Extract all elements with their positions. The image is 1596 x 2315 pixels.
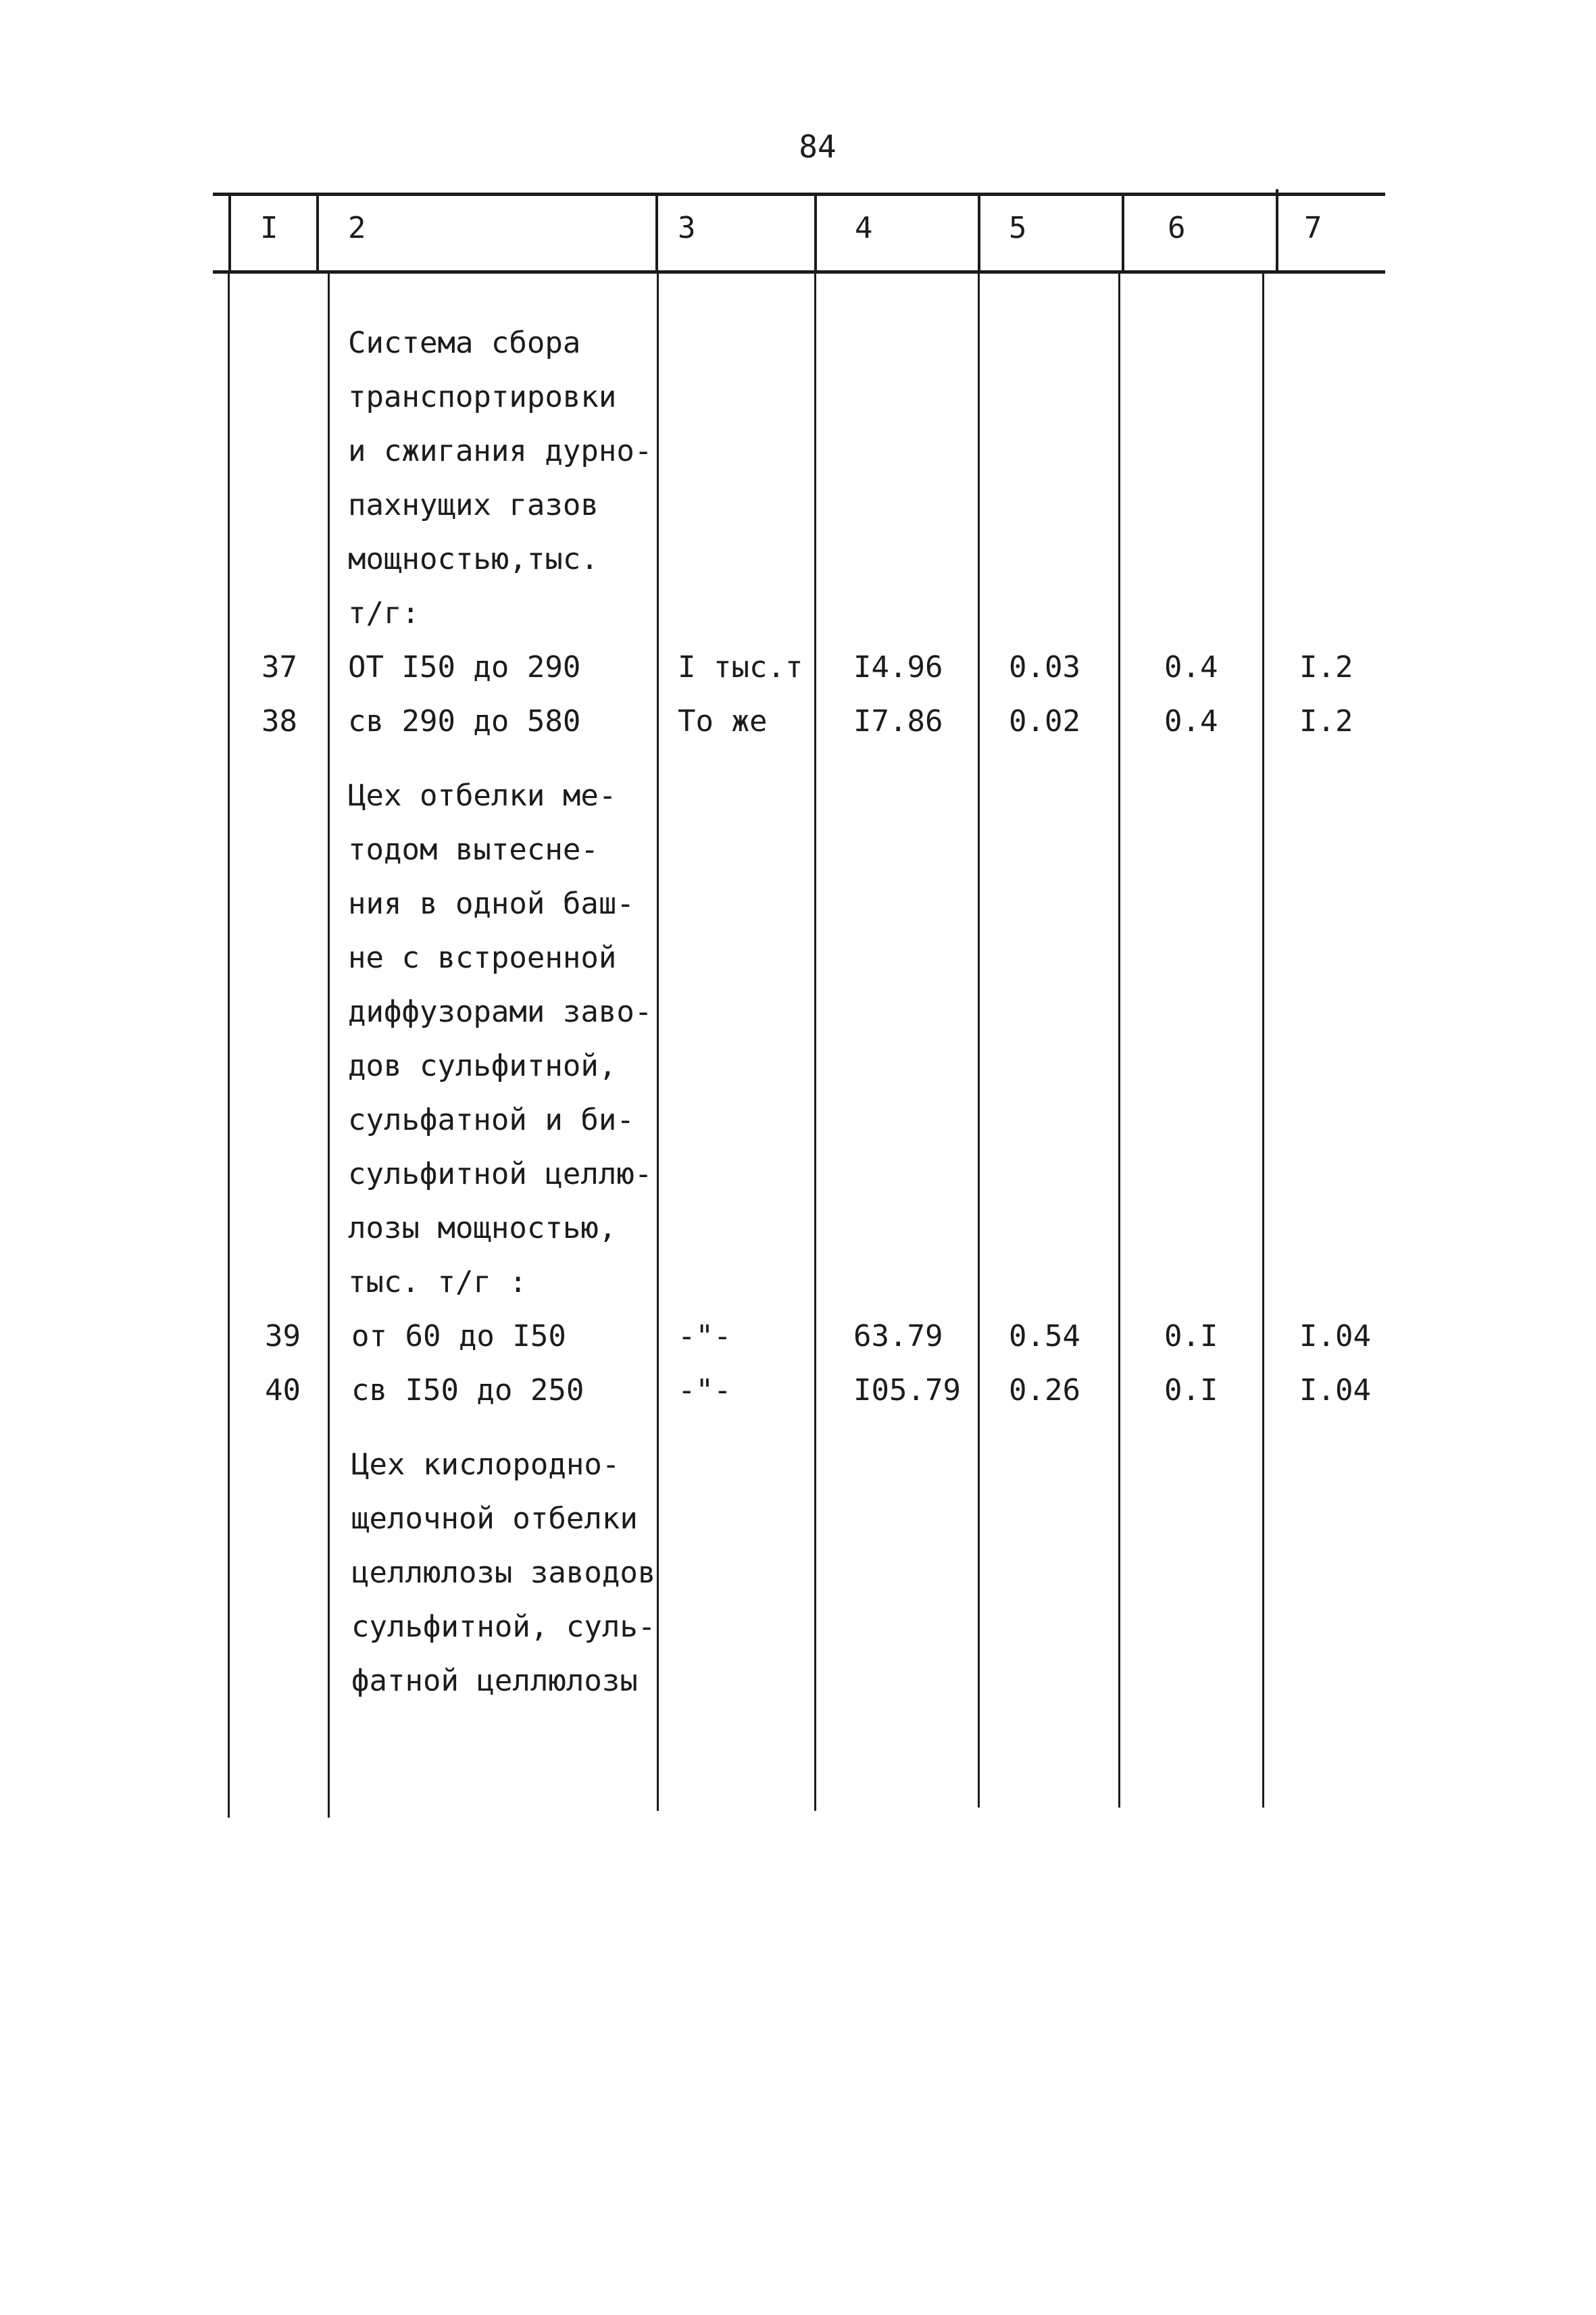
row-number: 38 [261, 704, 297, 739]
row-number: 37 [261, 650, 297, 684]
row-value-col6: 0.I [1164, 1373, 1218, 1408]
column-divider [1262, 274, 1264, 1808]
description-line: тодом вытесне- [348, 832, 599, 867]
row-value-col7: I.2 [1299, 650, 1353, 684]
description-line: ния в одной баш- [348, 887, 634, 921]
row-number: 39 [265, 1319, 301, 1353]
description-line: сульфитной, суль- [351, 1610, 656, 1644]
column-divider [228, 274, 230, 1818]
description-line: мощностью,тыс. [348, 542, 599, 576]
column-divider [657, 274, 659, 1811]
description-line: пахнущих газов [348, 488, 599, 522]
column-divider [1118, 274, 1120, 1808]
description-line: сульфитной целлю- [348, 1157, 653, 1191]
row-value-col5: 0.02 [1009, 704, 1080, 739]
header-divider [1276, 189, 1278, 274]
row-unit: То же [678, 704, 768, 739]
column-header-5: 5 [1009, 211, 1027, 245]
row-unit: -"- [678, 1373, 732, 1408]
header-divider [814, 194, 817, 274]
row-value-col4: I05.79 [853, 1373, 961, 1408]
row-number: 40 [265, 1373, 301, 1408]
description-line: транспортировки [348, 380, 617, 414]
page-number: 84 [799, 128, 837, 165]
row-name: ОТ I50 до 290 [348, 650, 581, 684]
row-value-col4: I7.86 [853, 704, 943, 739]
header-divider [316, 194, 319, 274]
row-value-col5: 0.54 [1009, 1319, 1080, 1353]
row-value-col4: 63.79 [853, 1319, 943, 1353]
header-divider [978, 194, 980, 274]
row-value-col7: I.04 [1299, 1319, 1371, 1353]
row-value-col6: 0.4 [1164, 650, 1218, 684]
header-divider [655, 194, 658, 274]
row-value-col7: I.04 [1299, 1373, 1371, 1408]
row-unit: -"- [678, 1319, 732, 1353]
row-value-col5: 0.03 [1009, 650, 1080, 684]
table-header-bottom-rule [213, 270, 1385, 274]
description-line: Цех отбелки ме- [348, 778, 617, 813]
row-value-col5: 0.26 [1009, 1373, 1080, 1408]
description-line: Цех кислородно- [351, 1447, 620, 1482]
column-header-6: 6 [1168, 211, 1186, 245]
column-divider [814, 274, 816, 1811]
row-name: св 290 до 580 [348, 704, 581, 739]
description-line: щелочной отбелки [351, 1501, 638, 1536]
row-unit: I тыс.т [678, 650, 803, 684]
description-line: т/г: [348, 596, 420, 630]
header-divider [1122, 194, 1124, 274]
column-header-1: I [260, 211, 278, 245]
description-line: и сжигания дурно- [348, 434, 653, 468]
row-name: от 60 до I50 [351, 1319, 566, 1353]
table-top-rule [213, 193, 1385, 196]
column-header-2: 2 [348, 211, 366, 245]
description-line: фатной целлюлозы [351, 1664, 638, 1698]
description-line: тыс. т/г : [348, 1265, 527, 1299]
description-line: не с встроенной [348, 941, 617, 975]
row-value-col6: 0.I [1164, 1319, 1218, 1353]
row-value-col4: I4.96 [853, 650, 943, 684]
description-line: дов сульфитной, [348, 1049, 617, 1083]
column-divider [328, 274, 330, 1818]
header-divider [228, 194, 231, 274]
row-value-col7: I.2 [1299, 704, 1353, 739]
row-name: св I50 до 250 [351, 1373, 584, 1408]
column-divider [978, 274, 980, 1808]
description-line: диффузорами заво- [348, 995, 653, 1029]
description-line: Система сбора [348, 326, 581, 360]
column-header-4: 4 [855, 211, 873, 245]
row-value-col6: 0.4 [1164, 704, 1218, 739]
description-line: лозы мощностью, [348, 1211, 617, 1245]
column-header-3: 3 [678, 211, 696, 245]
column-header-7: 7 [1304, 211, 1322, 245]
description-line: сульфатной и би- [348, 1103, 634, 1137]
description-line: целлюлозы заводов [351, 1555, 656, 1590]
